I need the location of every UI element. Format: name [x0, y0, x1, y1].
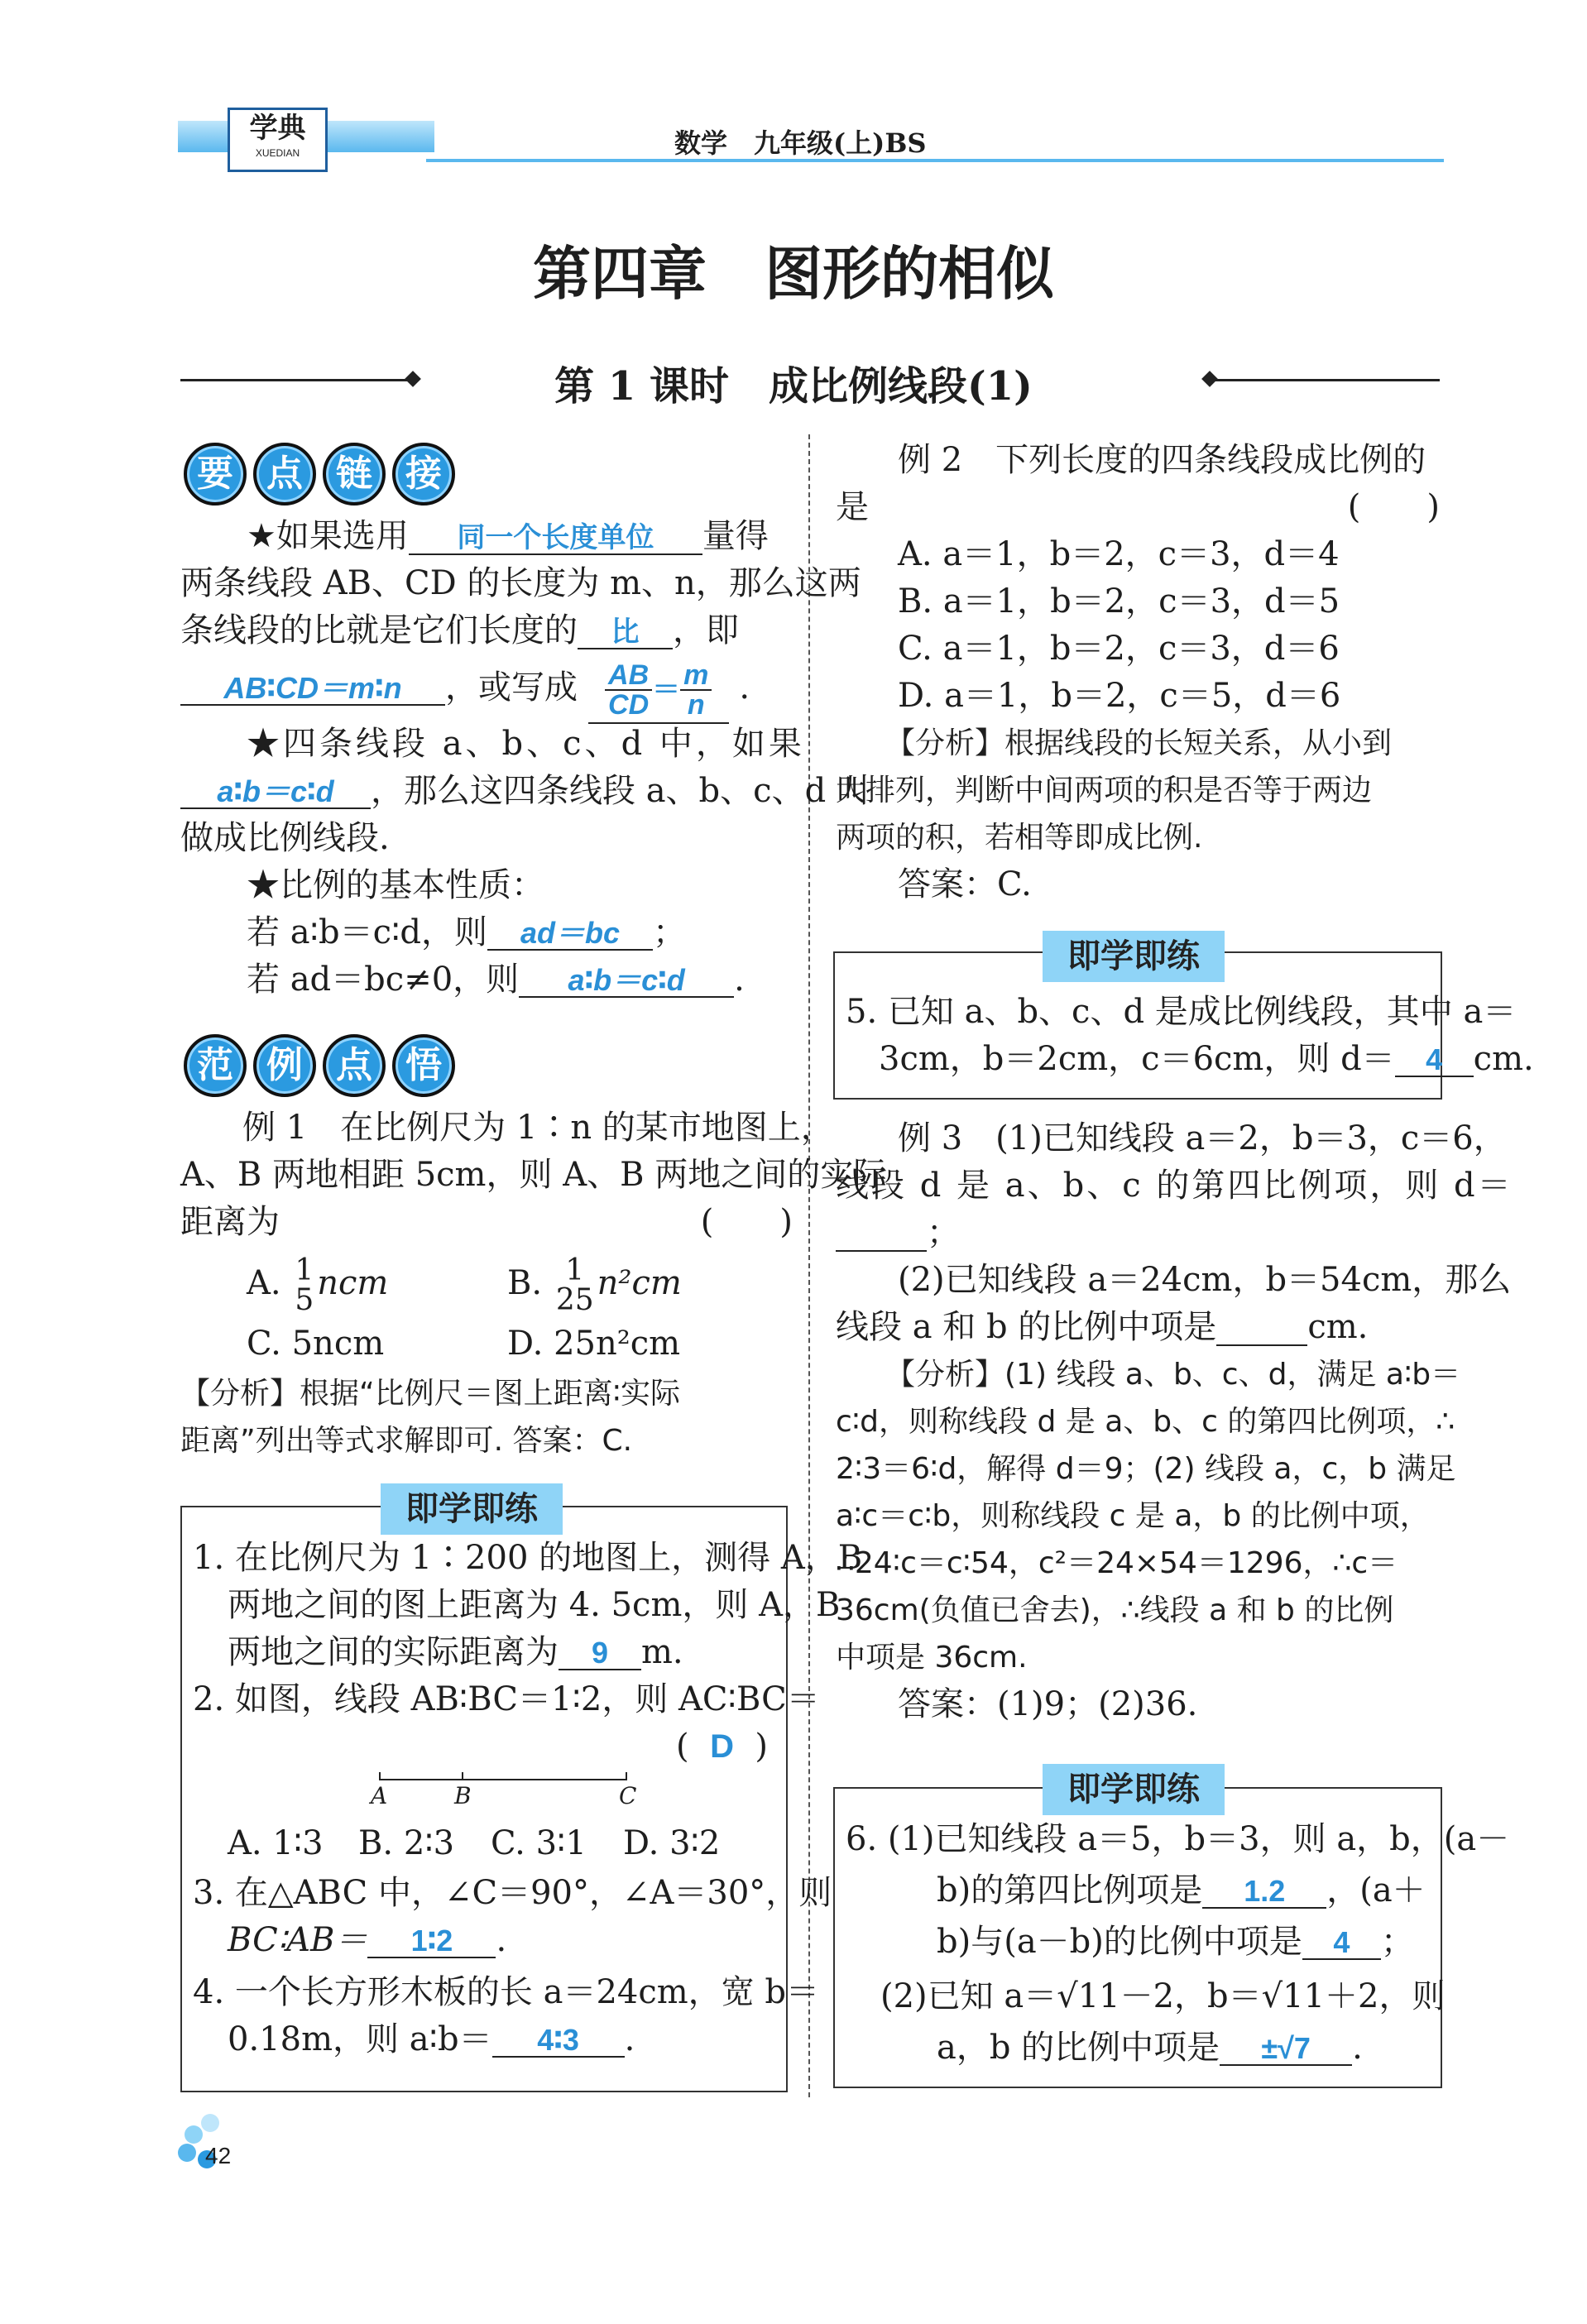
lesson-title-rule-right [1212, 379, 1440, 381]
kp-line-6: a∶b＝c∶d ，那么这四条线段 a、b、c、d 叫 [180, 768, 793, 815]
q1-answer: 9 [559, 1637, 641, 1670]
key-points-body: ★如果选用 同一个长度单位 量得 两条线段 AB、CD 的长度为 m、n，那么这两 条线段的比就是它们长度的 比 ，即 AB∶CD＝m∶n ，或写成 $\frac{AB}{CD}$ ＝ $\frac{m}{n}$ . ★四条线段 a、b、c、d 中，如果 a∶b＝c∶d ，那么这四条线段 a、b、c、d 叫 做成比例线段. ★比例的基本性质： 若 a∶b＝c∶d，则 ad＝bc ； 若 ad＝bc≠0，则 a∶b＝c∶d . [180, 513, 793, 1004]
q3-answer: 1∶2 [367, 1925, 496, 1958]
example1-paren: ( ) [700, 1203, 793, 1241]
dot-3 [178, 2144, 196, 2162]
practice-tag-2: 即学即练 [1043, 931, 1225, 982]
q2-options: A. 1∶3 B. 2∶3 C. 3∶1 D. 3∶2 [228, 1824, 721, 1862]
header-subject: 数学 九年级(上)BS [674, 127, 927, 159]
practice-1-body: 1. 在比例尺为 1∶200 的地图上，测得 A，B 两地之间的图上距离为 4. 5cm，则 A，B 两地之间的实际距离为 9 m. 2. 如图，线段 AB∶BC＝1∶2，则 AC∶BC＝ ( D ) A B C A. 1∶3 B. 2∶3 C. 3∶1 D. 3∶2 3. 在△ABC 中，∠C＝90°，∠A＝30°，则 BC∶AB＝ 1∶2 . 4. 一个长方形木板的长 a＝24cm，宽 b＝ 0.18m，则 a∶b＝ 4∶3 . [193, 1539, 863, 2058]
kp-answer-5: a∶b＝c∶d [180, 776, 371, 809]
example1-options-ab: A. 1 5 ncm B. 1 25 n²cm [247, 1253, 682, 1317]
practice-tag-3: 即学即练 [1043, 1764, 1225, 1815]
kp-line-3: 条线段的比就是它们长度的 比 ，即 [180, 611, 739, 649]
q6-answer-2: 4 [1302, 1927, 1381, 1960]
example-3: 例 3 (1)已知线段 a＝2，b＝3，c＝6， 线段 d 是 a、b、c 的第四比例项，则 d＝ ； (2)已知线段 a＝24cm，b＝54cm，那么 线段 a 和 b 的比例中项是 cm. 【分析】(1) 线段 a、b、c、d，满足 a∶b＝ c∶d，则称线段 d 是 a、b、c 的第四比例项，∴ 2∶3＝6∶d，解得 d＝9；(2) 线段 a，c，b 满足 a∶c＝c∶b，则称线段 c 是 a，b 的比例中项， ∴24∶c＝c∶54，c²＝24×54＝1296，∴c＝ 36cm(负值已舍去)，∴线段 a 和 b 的比例 中项是 36cm. 答案：(1)9；(2)36. [836, 1119, 1513, 1723]
kp-line-1: ★如果选用 同一个长度单位 量得 [247, 517, 769, 555]
segment-figure [193, 1771, 776, 1820]
logo-cn: 学典 [249, 112, 306, 145]
q4-answer: 4∶3 [492, 2025, 625, 2058]
practice-2-body: 5. 已知 a、b、c、d 是成比例线段，其中 a＝ 3cm，b＝2cm，c＝6cm，则 d＝ 4 cm. [846, 993, 1534, 1078]
dot-1 [201, 2114, 219, 2132]
dot-2 [185, 2125, 203, 2144]
header-bar [178, 112, 1444, 165]
column-divider [808, 434, 810, 2097]
practice-3-body: 6. (1)已知线段 a＝5，b＝3，则 a，b，(a－ b)的第四比例项是 1.2 ，(a＋ b)与(a－b)的比例中项是 4 ； (2)已知 a＝√11－2，b＝√11＋2，则 a，b 的比例中项是 ±√7 . [846, 1820, 1510, 2067]
kp-answer-4: $\frac{AB}{CD}$ ＝ $\frac{m}{n}$ [588, 661, 729, 724]
q6-answer-3: ±√7 [1220, 2033, 1352, 2066]
example1-options-cd: C. 5ncm D. 25n²cm [247, 1325, 681, 1363]
example3-blank-1 [836, 1215, 927, 1252]
example-1: 例 1 在比例尺为 1∶n 的某市地图上， A、B 两地相距 5cm，则 A、B 两地之间的实际 距离为 ( ) A. 1 5 ncm B. 1 25 n²cm C. 5ncm D. 25n²cm 【分析】根据“比例尺＝图上距离∶实际 距离”列出等式求解即可. 答案：C. [180, 1109, 887, 1458]
kp-answer-3: AB∶CD＝m∶n [180, 673, 445, 706]
logo-en: XUEDIAN [255, 147, 300, 159]
header-line [426, 159, 1444, 162]
q5-answer: 4 [1395, 1044, 1474, 1077]
point-c-label: C [619, 1782, 637, 1809]
section-examples: 范 例 点 悟 [184, 1034, 455, 1097]
section-key-points: 要 点 链 接 [184, 443, 455, 506]
kp-line-10: 若 ad＝bc≠0，则 a∶b＝c∶d . [247, 961, 745, 999]
kp-line-4: AB∶CD＝m∶n ，或写成 $\frac{AB}{CD}$ ＝ $\frac{m}{n}$ . [180, 654, 793, 721]
kp-answer-7: a∶b＝c∶d [519, 965, 734, 998]
example2-paren: ( ) [1347, 488, 1440, 526]
page-number: 42 [205, 2143, 232, 2168]
point-b-label: B [454, 1782, 472, 1809]
chapter-title: 第四章 图形的相似 [533, 240, 1054, 308]
point-a-label: A [371, 1782, 388, 1809]
kp-answer-1: 同一个长度单位 [409, 524, 702, 555]
logo [228, 108, 328, 172]
kp-line-9: 若 a∶b＝c∶d，则 ad＝bc ； [247, 913, 686, 951]
example3-blank-2 [1216, 1310, 1307, 1346]
lesson-title: 第 1 课时 成比例线段(1) [554, 363, 1033, 410]
q6-answer-1: 1.2 [1202, 1876, 1326, 1909]
kp-answer-2: 比 [578, 618, 673, 649]
q2-answer: D [710, 1728, 734, 1765]
kp-answer-6: ad＝bc [487, 918, 653, 951]
example-2: 例 2 下列长度的四条线段成比例的 是 ( ) A. a＝1，b＝2，c＝3，d＝4 B. a＝1，b＝2，c＝3，d＝5 C. a＝1，b＝2，c＝3，d＝6 D. a＝1，b＝2，c＝5，d＝6 【分析】根据线段的长短关系，从小到 大排列，判断中间两项的积是否等于两边 两项的积，若相等即成比例. 答案：C. [836, 441, 1440, 903]
practice-tag-1: 即学即练 [381, 1483, 563, 1535]
